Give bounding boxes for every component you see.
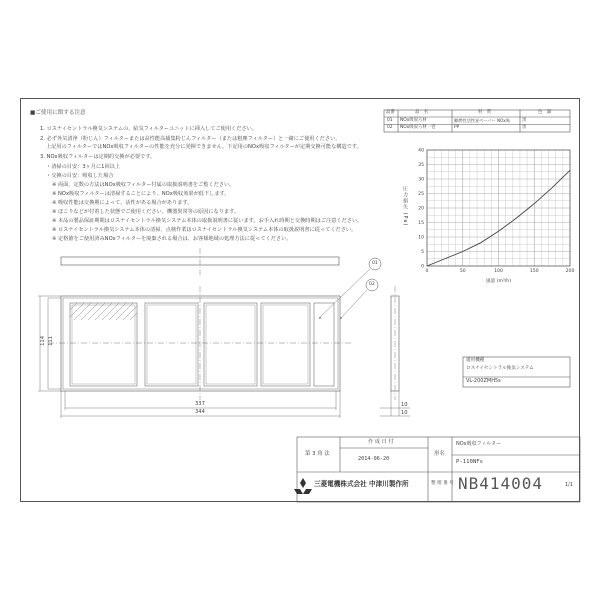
- note-item: ※ NOx吸収フィルターは清掃することにより、NOx吸収効果が低下します。: [52, 191, 230, 197]
- note-item: ※ 本品の製品保証期間はロスナイセントラル換気システム本体の取扱説明書に従います。お手入れ時期と交換時期はご注意ください。: [52, 218, 363, 224]
- x-tick-label: 150: [529, 269, 539, 274]
- y-tick-label: 40: [418, 148, 424, 154]
- table-header: 品 名: [415, 110, 429, 115]
- note-item: 2. 必ず外気清浄（粉じん）フィルターまたは高性能高捕集粉じんフィルター（または粗塵フィルター）と一緒にご使用ください。: [40, 136, 341, 142]
- dim-depth: 10: [401, 402, 408, 408]
- y-tick-label: 15: [418, 221, 424, 227]
- table-cell: NOx吸収ろ材: [400, 117, 427, 123]
- note-item: ・清掃の目安：3ヶ月に1回以上: [46, 164, 121, 170]
- x-tick-label: 200: [565, 269, 575, 274]
- dim-height-inner: 111: [48, 336, 54, 346]
- y-tick-label: 0: [421, 264, 424, 270]
- y-tick-label: 25: [418, 192, 424, 198]
- table-cell: 02: [387, 125, 393, 130]
- applicable-model: VL-200ZMH5s: [466, 378, 501, 384]
- x-tick-label: 0: [425, 269, 429, 274]
- note-item: 3. NOx吸収フィルターは定期的交換が必要です。: [40, 154, 156, 160]
- note-item: 1. ロスナイセントラル換気システムの、給気フィルターユニットに挿入してご使用ください。: [40, 126, 257, 132]
- company-name: 三菱電機株式会社 中津川製作所: [314, 480, 409, 488]
- applicable-system: ロスナイセントラル換気システム: [466, 366, 534, 371]
- applicable-label: 適用機種: [466, 358, 485, 363]
- product-name: NOx吸収フィルター: [456, 441, 502, 447]
- projection-label: 第 3 角 法: [305, 451, 330, 457]
- y-tick-label: 10: [418, 235, 424, 241]
- doc-number: NB414004: [458, 474, 544, 493]
- date-value: 2014-06-20: [358, 456, 390, 462]
- sheet-number: 1/1: [565, 482, 574, 488]
- dim-height-outer: 114: [40, 336, 46, 346]
- note-item: ※ 吸収性能は交換期によって、活性がある場合があります。: [52, 200, 193, 206]
- doc-number-label: 整 理 番 号: [431, 481, 454, 486]
- dim-width-outer: 344: [195, 409, 205, 415]
- note-item: ※ 両面、定数の方法はNOx吸収フィルター付属の取扱説明書をご覧ください。: [52, 182, 235, 188]
- y-tick-label: 20: [418, 206, 424, 212]
- note-item: ※ ロスナイセントラル換気システム本体の清掃、点検作業はロスナイセントラル換気システム本体の取扱説明書に従ってください。: [52, 227, 357, 233]
- note-item: ・交換の目安：吸収した場合: [46, 173, 114, 179]
- note-item: 上記用のフィルターではNOx吸収フィルターの性能を充分に発揮できません。下記用のNOx吸収フィルターが定期交換可能な構造です。: [46, 144, 362, 150]
- note-item: ※ 定格値をご使用済みNOxフィルターを廃棄される場合は、お客様地域の処理方法に従ってください。: [52, 236, 292, 242]
- callout-01: 01: [372, 261, 378, 266]
- table-cell: NOx吸収ろ材一巻: [400, 125, 436, 130]
- y-tick-label: 35: [418, 163, 424, 169]
- table-cell: 01: [387, 117, 393, 123]
- table-cell: PP: [454, 125, 460, 130]
- table-header: 品番: [386, 110, 395, 115]
- x-tick-label: 50: [459, 269, 466, 274]
- y-tick-label: 5: [421, 250, 424, 256]
- y-tick-label: 30: [418, 177, 424, 183]
- chart-ylabel: 圧力損失 (Pa): [402, 186, 408, 227]
- chart-xlabel: 風量 (m³/h): [486, 279, 512, 284]
- dim-depth: 10: [401, 410, 408, 416]
- name-label: 形名: [434, 451, 445, 457]
- table-cell: 黒: [522, 125, 527, 130]
- note-item: ※ ほこりなどが付着した状態でご使用ください。機器異常等の原因になります。: [52, 209, 240, 215]
- table-header: 材 質: [478, 110, 492, 115]
- callout-02: 02: [369, 282, 375, 287]
- notes-heading: ■ご使用に関する注意: [30, 110, 86, 116]
- dim-width-inner: 337: [195, 401, 205, 407]
- table-header: 色 調: [538, 110, 552, 115]
- model-number: P-110NFs: [456, 459, 483, 465]
- date-label: 作 成 日 付: [368, 439, 394, 445]
- table-cell: 黒: [522, 117, 527, 123]
- x-tick-label: 100: [494, 269, 503, 274]
- table-cell: 難燃性活性炭ペーパー NOx吸: [454, 117, 511, 123]
